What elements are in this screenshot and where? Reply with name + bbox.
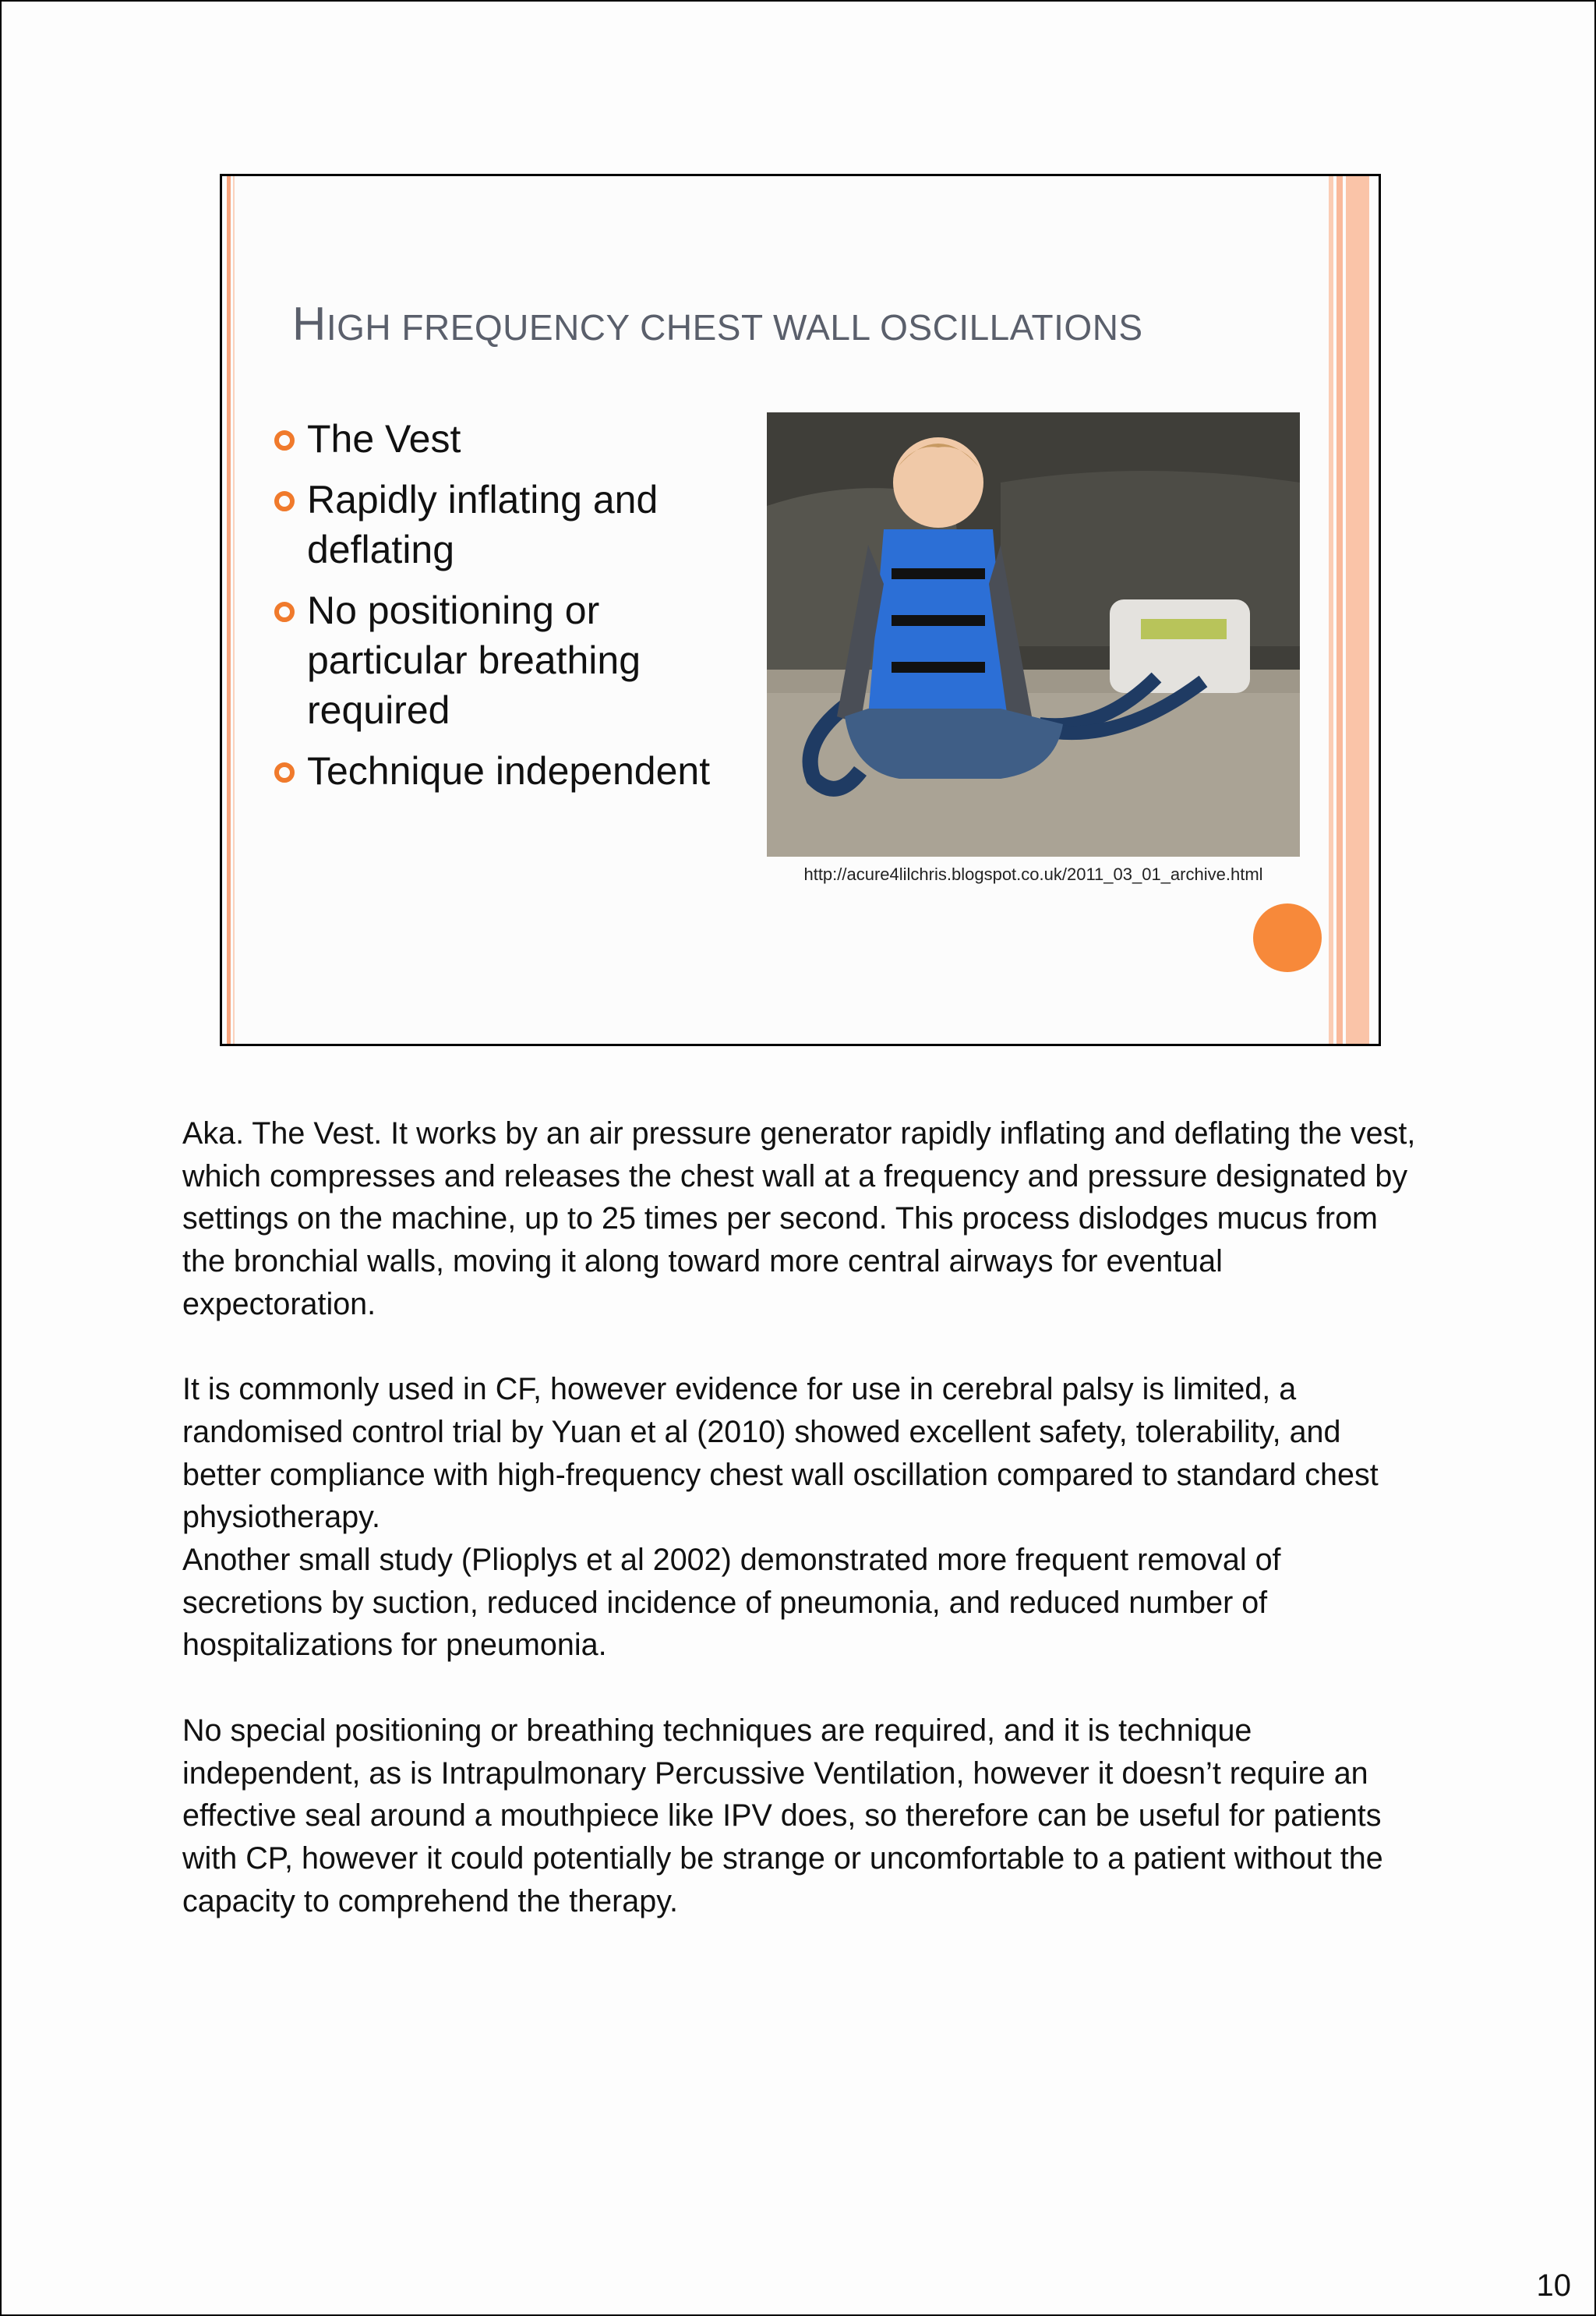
bullet-text: The Vest <box>307 417 461 461</box>
slide-right-stripe <box>1336 176 1343 1044</box>
bullet-item <box>273 475 740 575</box>
bullet-text: No positioning or particular breathing required <box>307 589 641 732</box>
speaker-notes <box>182 1112 1421 1922</box>
circle-bullet-icon <box>274 602 295 622</box>
slide-right-stripe <box>1346 176 1369 1044</box>
notes-paragraph: It is commonly used in CF, however evidence for use in cerebral palsy is limited, a randomised control trial by Yuan et al (2010) showed excellent safety, tolerability, and better compliance with high-frequency chest wall oscillation compared to standard chest physiotherapy. <box>182 1372 1379 1535</box>
notes-paragraph: No special positioning or breathing techniques are required, and it is technique independent, as is Intrapulmonary Percussive Ventilation, however it doesn’t require an effective seal around a mouthpiece like IPV does, so therefore can be useful for patients with CP, however it could potentially be strange or uncomfortable to a patient without the capacity to comprehend the therapy. <box>182 1713 1383 1918</box>
circle-bullet-icon <box>274 491 295 511</box>
bullet-list <box>273 414 740 807</box>
slide <box>220 174 1381 1046</box>
image-caption: http://acure4lilchris.blogspot.co.uk/2011_03_01_archive.html <box>803 865 1263 884</box>
bullet-text: Technique independent <box>307 749 711 793</box>
circle-bullet-icon <box>274 430 295 451</box>
page-number: 10 <box>1536 2268 1571 2303</box>
slide-title-initial: H <box>292 298 327 350</box>
bullet-item <box>273 746 806 796</box>
bullet-item <box>273 585 743 735</box>
vest-photo <box>767 412 1300 857</box>
decorative-dot <box>1253 903 1322 972</box>
slide-title <box>292 297 1143 351</box>
slide-left-stripe-thin <box>233 176 235 1044</box>
bullet-text: Rapidly inflating and deflating <box>307 478 659 571</box>
vest-photo-illustration <box>767 412 1300 857</box>
notes-paragraph: Another small study (Plioplys et al 2002) demonstrated more frequent removal of secretions by suction, reduced incidence of pneumonia, and reduced number of hospitalizations for pneumonia. <box>182 1543 1281 1663</box>
bullet-item <box>273 414 740 464</box>
notes-paragraph: Aka. The Vest. It works by an air pressure generator rapidly inflating and deflating the vest, which compresses and releases the chest wall at a frequency and pressure designated by settings on the machine, up to 25 times per second. This process dislodges mucus from the bronchial walls, moving it along toward more central airways for eventual expectoration. <box>182 1116 1416 1321</box>
slide-right-stripe <box>1329 176 1333 1044</box>
slide-title-rest: IGH FREQUENCY CHEST WALL OSCILLATIONS <box>326 307 1143 348</box>
circle-bullet-icon <box>274 762 295 783</box>
slide-left-stripe <box>227 176 231 1044</box>
